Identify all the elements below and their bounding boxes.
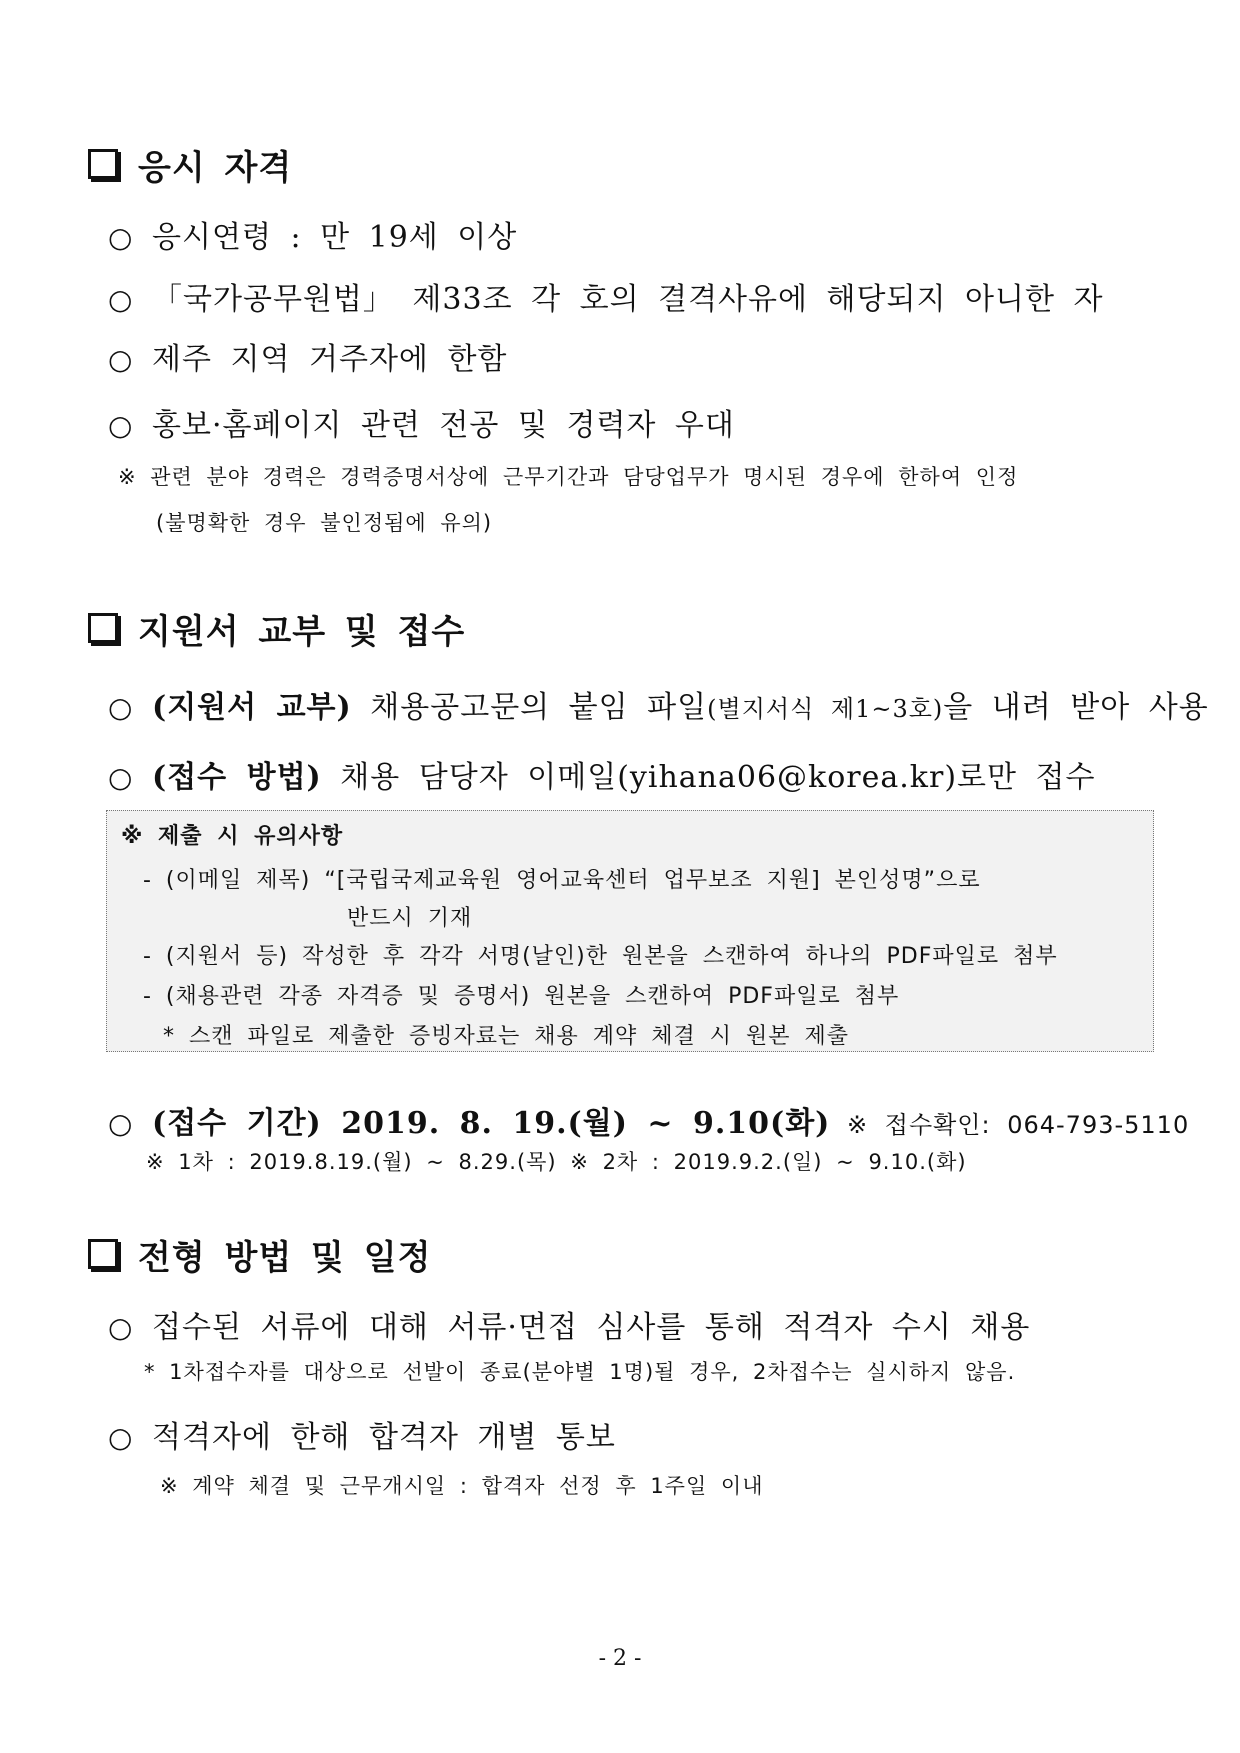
bullet-icon: ○ [108,283,133,316]
checkbox-icon [88,149,118,179]
list-item-text: 홍보·홈페이지 관련 전공 및 경력자 우대 [152,408,735,443]
item-tail: 을 내려 받아 사용 [943,690,1209,725]
note-text: (불명확한 경우 불인정됨에 유의) [156,511,493,535]
item-label: (접수 방법) [152,760,322,795]
bullet-icon: ○ [108,409,133,442]
note-text: ※ 관련 분야 경력은 경력증명서상에 근무기간과 담당업무가 명시된 경우에 한하여 인정 [118,465,1019,489]
list-item-text [152,752,1096,796]
item-period: 2019. 8. 19.(월) ~ 9.10(화) [321,1106,831,1141]
notice-line: 반드시 기재 [347,906,473,931]
notice-line: - (이메일 제목) “[국립국제교육원 영어교육센터 업무보조 지원] 본인성명”으로 [143,868,981,893]
bullet-icon: ○ [108,1107,133,1140]
bullet-icon: ○ [108,1311,133,1344]
period-note: ※ 1차 : 2019.8.19.(월) ~ 8.29.(목) ※ 2차 : 2019.9.2.(일) ~ 9.10.(화) [146,1150,967,1174]
list-item-text: 「국가공무원법」 제33조 각 호의 결격사유에 해당되지 아니한 자 [152,282,1104,317]
checkbox-icon [88,613,118,643]
bullet-icon: ○ [108,761,133,794]
item-small: (별지서식 제1~3호) [707,695,944,723]
list-item [108,1412,616,1456]
notice-box [106,810,1154,1052]
section-title: 전형 방법 및 일정 [138,1237,432,1278]
list-item-text [152,1098,1189,1142]
list-item-text [152,682,1209,726]
list-item-text: 적격자에 한해 합격자 개별 통보 [152,1420,616,1455]
list-item [108,274,1103,318]
list-item [108,334,507,378]
list-item-text: 응시연령 : 만 19세 이상 [152,220,518,255]
note-text: ※ 계약 체결 및 근무개시일 : 합격자 선정 후 1주일 이내 [160,1474,764,1498]
bullet-icon: ○ [108,691,133,724]
section-title: 응시 자격 [138,147,293,188]
item-label: (접수 기간) [152,1106,322,1141]
notice-line: * 스캔 파일로 제출한 증빙자료는 채용 계약 체결 시 원본 제출 [163,1024,849,1049]
list-item [108,1098,1189,1142]
checkbox-icon [88,1239,118,1269]
list-item-text: 제주 지역 거주자에 한함 [152,342,508,377]
list-item [108,400,735,444]
contact-info: ※ 접수확인: 064-793-5110 [830,1111,1190,1139]
section-heading-application [88,606,465,650]
note-text: * 1차접수자를 대상으로 선발이 종료(분야별 1명)될 경우, 2차접수는 실시하지 않음. [144,1360,1016,1384]
section-heading-selection [88,1232,431,1276]
bullet-icon: ○ [108,221,133,254]
bullet-icon: ○ [108,343,133,376]
item-body: 채용공고문의 붙임 파일 [351,690,708,725]
item-body: 채용 담당자 이메일(yihana06@korea.kr)로만 접수 [321,760,1096,795]
notice-line: - (지원서 등) 작성한 후 각각 서명(날인)한 원본을 스캔하여 하나의 PDF파일로 첨부 [143,944,1058,969]
list-item [108,1302,1030,1346]
bullet-icon: ○ [108,1421,133,1454]
page-number: - 2 - [598,1646,642,1671]
section-heading-qualification [88,142,292,186]
section-title: 지원서 교부 및 접수 [138,611,466,652]
list-item [108,752,1096,796]
list-item [108,212,517,256]
list-item-text: 접수된 서류에 대해 서류·면접 심사를 통해 적격자 수시 채용 [152,1310,1031,1345]
list-item [108,682,1209,726]
notice-title: ※ 제출 시 유의사항 [121,824,344,849]
notice-line: - (채용관련 각종 자격증 및 증명서) 원본을 스캔하여 PDF파일로 첨부 [143,984,900,1009]
item-label: (지원서 교부) [152,690,352,725]
